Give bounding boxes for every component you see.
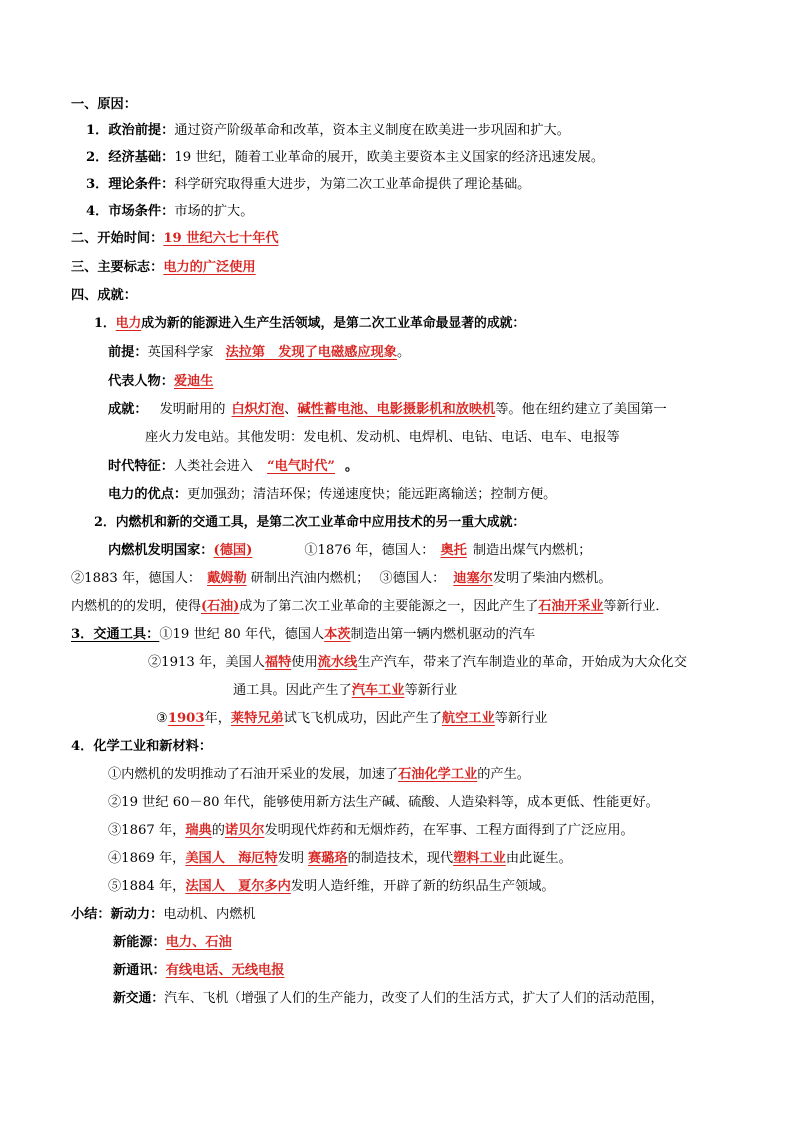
transport-line-1 — [71, 625, 535, 645]
ford-text-2: 使用 — [291, 655, 318, 670]
result-line-1 — [108, 400, 667, 420]
summary-power-line — [71, 905, 256, 925]
cause-label: 4．市场条件： — [86, 204, 175, 219]
result-line-2: 座火力发电站。其他发明：发电机、发动机、电焊机、电钻、电话、电车、电报等 — [145, 430, 620, 445]
otto-text-end: 制造出煤气内燃机； — [472, 543, 592, 558]
flight-year-answer: 1903 — [167, 711, 205, 726]
representative-answer: 爱迪生 — [173, 374, 214, 389]
summary-comm-answer: 有线电话、无线电报 — [165, 963, 285, 978]
ford-text-3: 生产汽车，带来了汽车制造业的革命，开始成为大众化交 — [357, 655, 687, 670]
chardonnet-answer: 法国人 夏尔多内 — [185, 879, 291, 894]
aviation-answer: 航空工业 — [441, 711, 495, 726]
premise-text: 英国科学家 — [147, 345, 214, 360]
transport-line-4 — [156, 709, 547, 729]
plastics-answer: 塑料工业 — [453, 851, 506, 866]
main-sign-line — [71, 258, 256, 278]
chem3-text-end: 发明现代炸药和无烟炸药，在军事、工程方面得到了广泛应用。 — [264, 823, 634, 838]
chem4-text-3: 的制造技术，现代 — [347, 851, 454, 866]
oil-industry-answer: 石油开采业 — [538, 599, 604, 614]
otto-text: ①1876 年，德国人： — [304, 543, 435, 558]
era-line — [108, 457, 358, 477]
petrochemical-answer: 石油化学工业 — [398, 767, 478, 782]
cause-text: 市场的扩大。 — [174, 204, 254, 219]
start-time-line — [71, 229, 279, 249]
era-answer: “电气时代” — [267, 459, 335, 474]
benz-text-end: 制造出第一辆内燃机驱动的汽车 — [350, 627, 536, 642]
cause-text: 通过资产阶级革命和改革，资本主义制度在欧美进一步巩固和扩大。 — [174, 123, 570, 138]
chem4-text: ④1869 年， — [108, 851, 186, 866]
chem3-text: ③1867 年， — [108, 823, 186, 838]
assembly-line-answer: 流水线 — [317, 655, 358, 670]
summary-comm-line — [113, 961, 284, 981]
section-heading-start-time: 二、开始时间： — [71, 231, 164, 246]
ford-text: ②1913 年，美国人 — [148, 655, 265, 670]
engine-country-label: 内燃机发明国家： — [108, 543, 214, 558]
chemical-item-2: ②19 世纪 60－80 年代，能够使用新方法生产碱、硫酸、人造染料等，成本更低、性能更好。 — [108, 795, 659, 810]
oil-text-end: 等新行业． — [603, 599, 669, 614]
summary-energy-answer: 电力、石油 — [165, 935, 232, 950]
chem1-text: ①内燃机的发明推动了石油开采业的发展，加速了 — [108, 767, 399, 782]
chemical-item-3 — [108, 821, 634, 841]
era-end: 。 — [344, 459, 359, 474]
auto-text-end: 等新行业 — [404, 683, 458, 698]
diesel-answer: 迪塞尔 — [453, 571, 493, 586]
cause-item-political — [86, 121, 570, 141]
result-answer-bulb: 白炽灯泡 — [231, 402, 285, 417]
engine-country-line — [108, 541, 592, 561]
auto-industry-answer: 汽车工业 — [351, 683, 405, 698]
cause-item-market — [86, 202, 253, 222]
chem3-sep: 的 — [211, 823, 225, 838]
benz-answer: 本茨 — [324, 627, 351, 642]
chem4-text-end: 由此诞生。 — [505, 851, 572, 866]
cause-label: 2．经济基础： — [86, 150, 175, 165]
chemical-item-5 — [108, 877, 555, 897]
result-answer-battery: 碱性蓄电池、电影摄影机和放映机 — [297, 402, 496, 417]
summary-transport-label: 新交通： — [113, 991, 165, 1006]
summary-energy-line — [113, 933, 232, 953]
auto-text: 通工具。因此产生了 — [233, 683, 352, 698]
chem5-text-end: 发明人造纤维，开辟了新的纺织品生产领域。 — [290, 879, 555, 894]
daimler-answer: 戴姆勒 — [207, 571, 247, 586]
chem1-text-end: 的产生。 — [477, 767, 530, 782]
engine-inventors-line — [71, 569, 612, 589]
result-text-2: 等。他在纽约建立了美国第一 — [495, 402, 667, 417]
chemical-item-4 — [108, 849, 572, 869]
chem5-text: ⑤1884 年， — [108, 879, 186, 894]
summary-transport-text: 汽车、飞机（增强了人们的生产能力，改变了人们的生活方式，扩大了人们的活动范围， — [164, 991, 664, 1006]
summary-transport-line — [113, 989, 663, 1009]
result-sep: 、 — [284, 402, 298, 417]
oil-text: 内燃机的的发明，使得 — [71, 599, 202, 614]
flight-text-end: 等新行业 — [494, 711, 548, 726]
oil-answer: (石油) — [201, 599, 240, 614]
achievement-electricity-heading — [94, 314, 525, 334]
premise-answer: 法拉第 发现了电磁感应现象 — [225, 345, 397, 360]
era-text: 人类社会进入 — [173, 459, 254, 474]
chemical-heading: 4．化学工业和新材料： — [71, 739, 213, 754]
otto-answer: 奥托 — [440, 543, 467, 558]
representative-line — [108, 372, 214, 392]
flight-text-2: 试飞飞机成功，因此产生了 — [283, 711, 442, 726]
nobel-answer: 诺贝尔 — [224, 823, 265, 838]
flight-num: ③ — [156, 711, 168, 726]
cause-item-theory — [86, 175, 530, 195]
engine-country-answer: (德国) — [213, 543, 253, 558]
wright-answer: 莱特兄弟 — [230, 711, 284, 726]
premise-label: 前提： — [108, 345, 148, 360]
chemical-item-1 — [108, 765, 530, 785]
advantages-label: 电力的优点： — [108, 487, 188, 502]
chem4-text-2: 发明 — [277, 851, 305, 866]
engine-oil-line — [71, 597, 668, 617]
advantages-text: 更加强劲；清洁环保；传递速度快；能远距离输送；控制方便。 — [187, 487, 557, 502]
celluloid-answer: 赛璐珞 — [308, 851, 348, 866]
section-heading-main-sign: 三、主要标志： — [71, 260, 164, 275]
transport-line-3 — [233, 681, 457, 701]
oil-text-2: 成为了第二次工业革命的主要能源之一，因此产生了 — [239, 599, 539, 614]
hyatt-answer: 美国人 海厄特 — [185, 851, 278, 866]
cause-text: 19 世纪，随着工业革命的展开，欧美主要资本主义国家的经济迅速发展。 — [174, 150, 605, 165]
achievement-engine-heading: 2．内燃机和新的交通工具，是第二次工业革命中应用技术的另一重大成就： — [94, 515, 526, 530]
electricity-answer: 电力 — [115, 316, 142, 331]
representative-label: 代表人物： — [108, 374, 174, 389]
era-label: 时代特征： — [108, 459, 174, 474]
premise-line — [108, 343, 410, 363]
daimler-text-end: 研制出汽油内燃机； — [250, 571, 370, 586]
diesel-text-end: 发明了柴油内燃机。 — [492, 571, 612, 586]
cause-label: 1．政治前提： — [86, 123, 175, 138]
cause-item-economic — [86, 148, 604, 168]
section-heading-causes: 一、原因： — [71, 97, 137, 112]
item-number: 1． — [94, 316, 116, 331]
diesel-text: ③德国人： — [379, 571, 446, 586]
daimler-text: ②1883 年，德国人： — [71, 571, 202, 586]
cause-label: 3．理论条件： — [86, 177, 175, 192]
premise-end: 。 — [396, 345, 411, 360]
transport-line-2 — [148, 653, 687, 673]
result-text: 发明耐用的 — [159, 402, 226, 417]
result-label: 成就： — [108, 402, 148, 417]
electricity-heading-text: 成为新的能源进入生产生活领域，是第二次工业革命最显著的成就： — [141, 316, 526, 331]
flight-text: 年， — [204, 711, 231, 726]
start-time-answer: 19 世纪六七十年代 — [163, 231, 279, 246]
summary-comm-label: 新通讯： — [113, 963, 166, 978]
sweden-answer: 瑞典 — [185, 823, 212, 838]
ford-answer: 福特 — [264, 655, 292, 670]
section-heading-achievements: 四、成就： — [71, 288, 137, 303]
summary-power-text: 电动机、内燃机 — [163, 907, 256, 922]
summary-energy-label: 新能源： — [113, 935, 166, 950]
summary-power-label: 小结：新动力： — [71, 907, 164, 922]
cause-text: 科学研究取得重大进步，为第二次工业革命提供了理论基础。 — [174, 177, 531, 192]
advantages-line — [108, 485, 556, 505]
benz-text: ①19 世纪 80 年代，德国人 — [159, 627, 325, 642]
main-sign-answer: 电力的广泛使用 — [163, 260, 256, 275]
transport-label: 3．交通工具： — [71, 627, 160, 642]
